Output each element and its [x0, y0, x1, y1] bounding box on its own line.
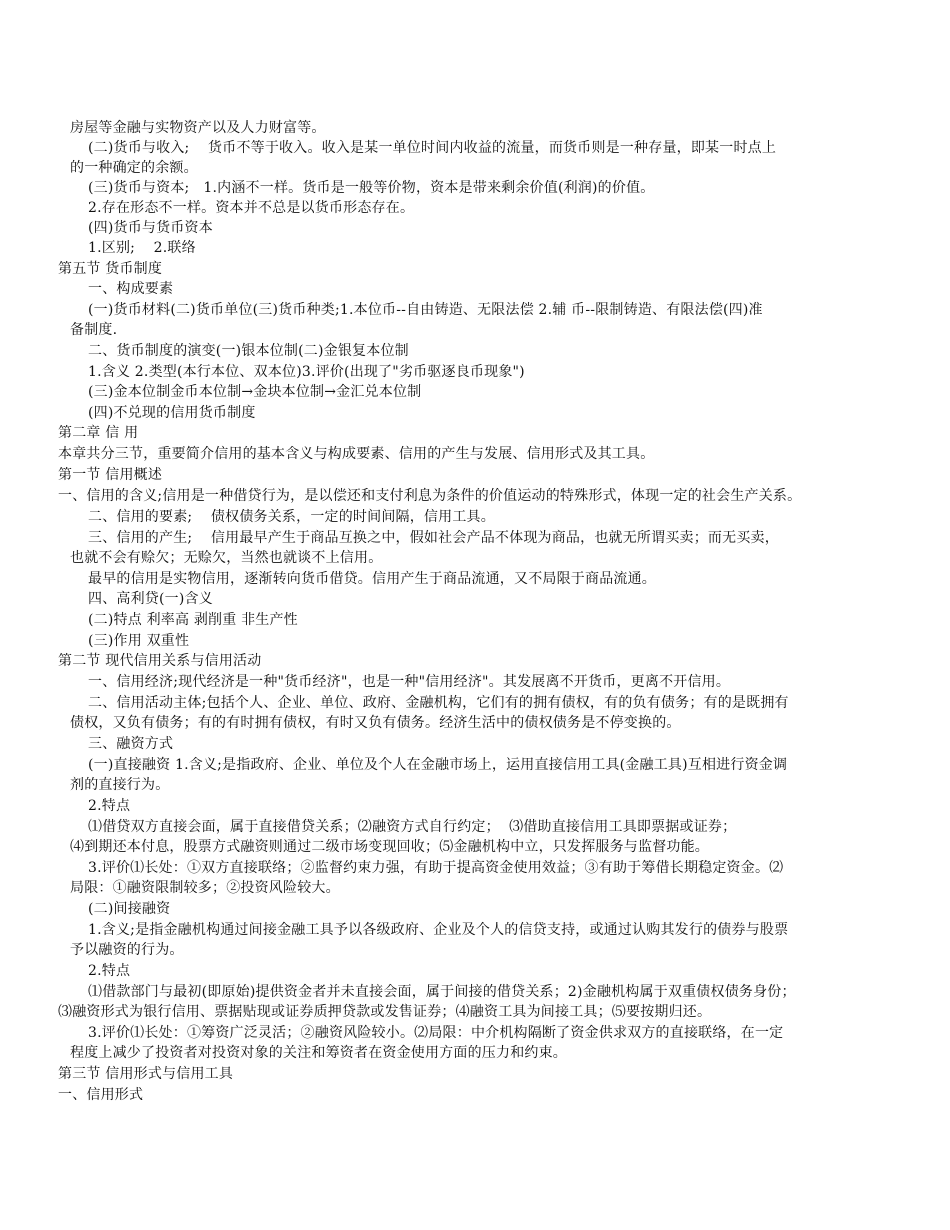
text-line: (四)不兑现的信用货币制度: [88, 405, 256, 421]
text-line: ⑴借贷双方直接会面，属于直接借贷关系；⑵融资方式自行约定； ⑶借助直接信用工具即票据或证券；: [88, 819, 737, 835]
text-line: (四)货币与货币资本: [88, 220, 213, 236]
text-line: (一)货币材料(二)货币单位(三)货币种类;1.本位币--自由铸造、无限法偿 2.辅 币--限制铸造、有限法偿(四)准: [88, 302, 763, 318]
text-line: 二、信用的要素; 债权债务关系，一定的时间间隔，信用工具。: [88, 509, 495, 525]
text-line: ⑴借款部门与最初(即原始)提供资金者并未直接会面，属于间接的借贷关系；2)金融机构属于双重债权债务身份；: [88, 984, 796, 1000]
chapter-heading: 第二章 信 用: [58, 425, 139, 441]
text-line: 一、信用经济;现代经济是一种"货币经济"，也是一种"信用经济"。其发展离不开货币，更离不开信用。: [88, 674, 731, 690]
text-line: (二)货币与收入; 货币不等于收入。收入是某一单位时间内收益的流量，而货币则是一种存量，即某一时点上: [88, 140, 777, 156]
text-line: (一)直接融资 1.含义;是指政府、企业、单位及个人在金融市场上，运用直接信用工具(金融工具)互相进行资金调: [88, 757, 788, 773]
text-line: 局限：①融资限制较多；②投资风险较大。: [70, 880, 340, 896]
text-line: ⑶融资形式为银行信用、票据贴现或证券质押贷款或发售证券；⑷融资工具为间接工具；⑸要按期归还。: [58, 1004, 712, 1020]
text-line: 二、信用活动主体;包括个人、企业、单位、政府、金融机构，它们有的拥有债权，有的负有债务；有的是既拥有: [88, 695, 789, 711]
text-line: 一、信用的含义;信用是一种借贷行为，是以偿还和支付利息为条件的价值运动的特殊形式，体现一定的社会生产关系。: [58, 488, 802, 504]
text-line: 三、融资方式: [88, 736, 174, 752]
text-line: 剂的直接行为。: [70, 777, 170, 793]
text-line: (二)间接融资: [88, 901, 171, 917]
text-line: 1.区别; 2.联络: [88, 240, 196, 256]
text-line: 2.特点: [88, 798, 131, 814]
section-heading: 第二节 现代信用关系与信用活动: [58, 653, 262, 669]
text-line: 的一种确定的余额。: [70, 160, 198, 176]
text-line: 本章共分三节，重要简介信用的基本含义与构成要素、信用的产生与发展、信用形式及其工具。: [58, 446, 655, 462]
text-line: 3.评价⑴长处：①筹资广泛灵活；②融资风险较小。⑵局限：中介机构隔断了资金供求双方的直接联络，在一定: [88, 1025, 784, 1041]
text-line: 3.评价⑴长处：①双方直接联络；②监督约束力强，有助于提高资金使用效益；③有助于筹借长期稳定资金。⑵: [88, 860, 784, 876]
text-line: (三)货币与资本; 1.内涵不一样。货币是一般等价物，资本是带来剩余价值(利润)的价值。: [88, 180, 655, 196]
text-line: 最早的信用是实物信用，逐渐转向货币借贷。信用产生于商品流通，又不局限于商品流通。: [88, 571, 656, 587]
text-line: (三)作用 双重性: [88, 633, 190, 649]
text-line: 三、信用的产生; 信用最早产生于商品互换之中，假如社会产品不体现为商品，也就无所谓买卖；而无买卖，: [88, 530, 779, 546]
text-line: 2.存在形态不一样。资本并不总是以货币形态存在。: [88, 200, 415, 216]
text-line: 一、构成要素: [88, 281, 174, 297]
text-line: 予以融资的行为。: [70, 942, 184, 958]
text-line: 1.含义;是指金融机构通过间接金融工具予以各级政府、企业及个人的信贷支持，或通过认购其发行的债券与股票: [88, 922, 789, 938]
section-heading: 第三节 信用形式与信用工具: [58, 1066, 234, 1082]
text-line: 2.特点: [88, 963, 131, 979]
text-line: 程度上减少了投资者对投资对象的关注和筹资者在资金使用方面的压力和约束。: [70, 1045, 567, 1061]
text-line: 房屋等金融与实物资产以及人力财富等。: [70, 120, 326, 136]
text-line: (三)金本位制金币本位制→金块本位制→金汇兑本位制: [88, 384, 422, 400]
text-line: 债权，又负有债务；有的有时拥有债权，有时又负有债务。经济生活中的债权债务是不停变换的。: [70, 715, 681, 731]
text-line: 一、信用形式: [58, 1087, 144, 1103]
section-heading: 第五节 货币制度: [58, 261, 163, 277]
text-line: 1.含义 2.类型(本行本位、双本位)3.评价(出现了"劣币驱逐良币现象"): [88, 364, 525, 380]
section-heading: 第一节 信用概述: [58, 467, 163, 483]
text-line: (二)特点 利率高 剥削重 非生产性: [88, 612, 298, 628]
text-line: ⑷到期还本付息，股票方式融资则通过二级市场变现回收；⑸金融机构中立，只发挥服务与监督功能。: [70, 839, 709, 855]
text-line: 二、货币制度的演变(一)银本位制(二)金银复本位制: [88, 343, 409, 359]
text-line: 备制度.: [70, 322, 118, 338]
text-line: 四、高利贷(一)含义: [88, 591, 213, 607]
text-line: 也就不会有赊欠；无赊欠，当然也就谈不上信用。: [70, 550, 383, 566]
